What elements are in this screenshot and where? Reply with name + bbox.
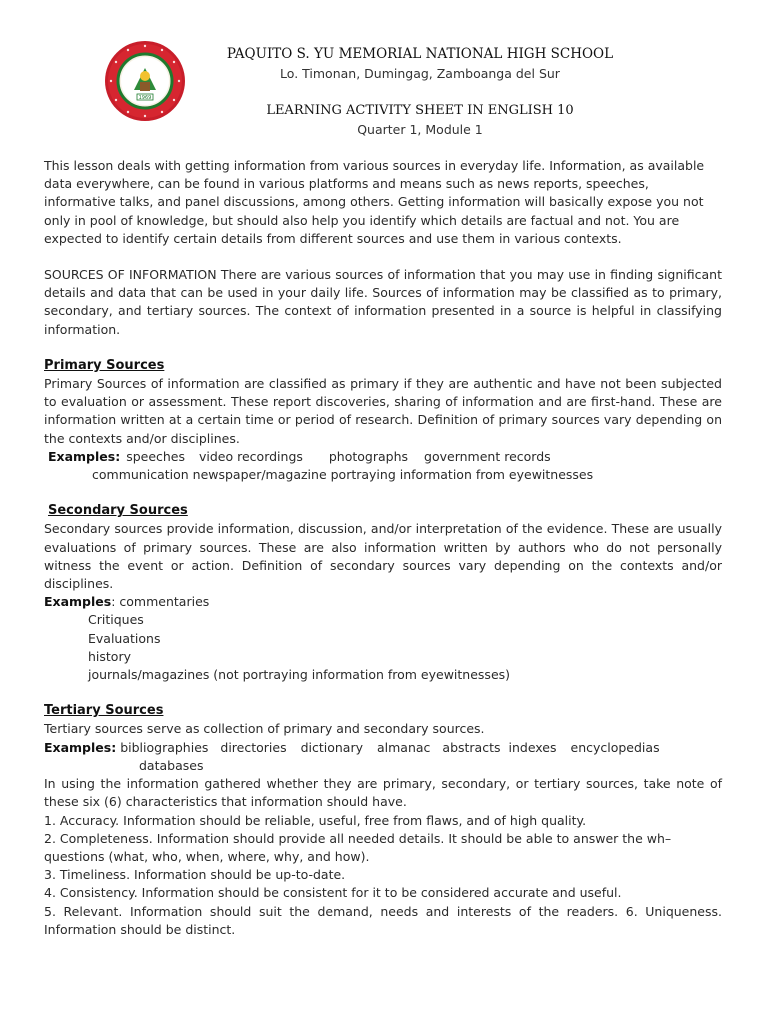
primary-example-item: government records [424,448,551,464]
school-name: PAQUITO S. YU MEMORIAL NATIONAL HIGH SCHOOL [226,46,614,62]
tertiary-example-item: bibliographies [120,739,209,755]
secondary-example-item: history [88,648,131,664]
secondary-examples-label: Examples [44,594,112,610]
primary-heading: Primary Sources [44,357,165,373]
intro-paragraph: This lesson deals with getting information from various sources in everyday life. Information, as available data everywhere, can be found in various platforms and means such as news reports, speeches, informative talks, and panel discussions, among others. Getting information will basically expose you not only in pool of knowledge, but should also help you identify which details are factual and not. You are expected to identify certain details from different sources and use them in various contexts. [44,158,705,246]
tertiary-example-item: encyclopedias [570,739,660,755]
primary-examples-label: Examples: [47,448,121,464]
secondary-examples [44,593,722,611]
characteristic-item: 5. Relevant. Information should suit the demand, needs and interests of the readers. 6. Uniqueness. Information should be distinct. [44,903,722,937]
secondary-example-item: Critiques [88,612,144,628]
tertiary-example-item: directories [220,739,287,755]
tertiary-heading: Tertiary Sources [44,703,164,719]
secondary-heading: Secondary Sources [48,503,188,519]
sheet-title: LEARNING ACTIVITY SHEET IN ENGLISH 10 [266,103,574,118]
tertiary-paragraph: Tertiary sources serve as collection of primary and secondary sources. [44,721,485,737]
tertiary-example-item: dictionary [300,739,363,755]
school-address: Lo. Timonan, Dumingag, Zamboanga del Sur [280,66,560,81]
primary-example-item: photographs [328,448,409,464]
tertiary-example-item: indexes [508,739,557,755]
characteristic-item: 4. Consistency. Information should be consistent for it to be considered accurate and useful. [44,885,622,901]
secondary-example-item: Evaluations [88,630,161,646]
characteristic-item: 2. Completeness. Information should provide all needed details. It should be able to answer the wh– questions (what, who, when, where, why, and how). [44,830,672,864]
tertiary-examples [44,739,722,757]
primary-example-item: video recordings [199,448,303,464]
primary-examples [44,448,722,466]
characteristic-item: 1. Accuracy. Information should be reliable, useful, free from flaws, and of high quality. [44,812,587,828]
primary-paragraph: Primary Sources of information are classified as primary if they are authentic and have not been subjected to evaluation or assessment. These report discoveries, sharing of information and are first-hand. These are information written at a certain time or period of research. Definition of primary sources vary depending on the contexts and/or disciplines. [44,376,722,446]
document-body [44,157,722,939]
sources-heading: SOURCES OF INFORMATION [44,267,217,283]
sources-text: There are various sources of information that you may use in finding significant details and data that can be used in your daily life. Sources of information may be classified as to primary, secondary, and tertiary sources. The context of information presented in a source is helpful in classifying information. [44,267,722,337]
primary-examples-line2: communication newspaper/magazine portraying information from eyewitnesses [92,467,594,483]
characteristic-item: 3. Timeliness. Information should be up-to-date. [44,867,346,883]
tertiary-examples-line2: databases [139,757,204,773]
characteristics-intro: In using the information gathered whether they are primary, secondary, or tertiary sources, take note of these six (6) characteristics that information should have. [44,776,722,810]
secondary-paragraph: Secondary sources provide information, discussion, and/or interpretation of the evidence. These are usually evaluations of primary sources. These are also information written by authors who do not personally witness the event or action. Definition of secondary sources vary depending on the contexts and/or disciplines. [44,521,722,592]
tertiary-examples-label: Examples: [44,739,117,755]
secondary-example-item: journals/magazines (not portraying information from eyewitnesses) [88,667,511,683]
tertiary-example-item: almanac [376,739,431,755]
sources-paragraph [44,266,722,339]
tertiary-example-item: abstracts [442,739,501,755]
primary-example-item: speeches [126,448,186,464]
quarter-module: Quarter 1, Module 1 [357,122,483,137]
secondary-example-first: : commentaries [111,594,210,610]
seal-year: 1969 [138,95,152,101]
school-seal-logo [104,40,186,122]
